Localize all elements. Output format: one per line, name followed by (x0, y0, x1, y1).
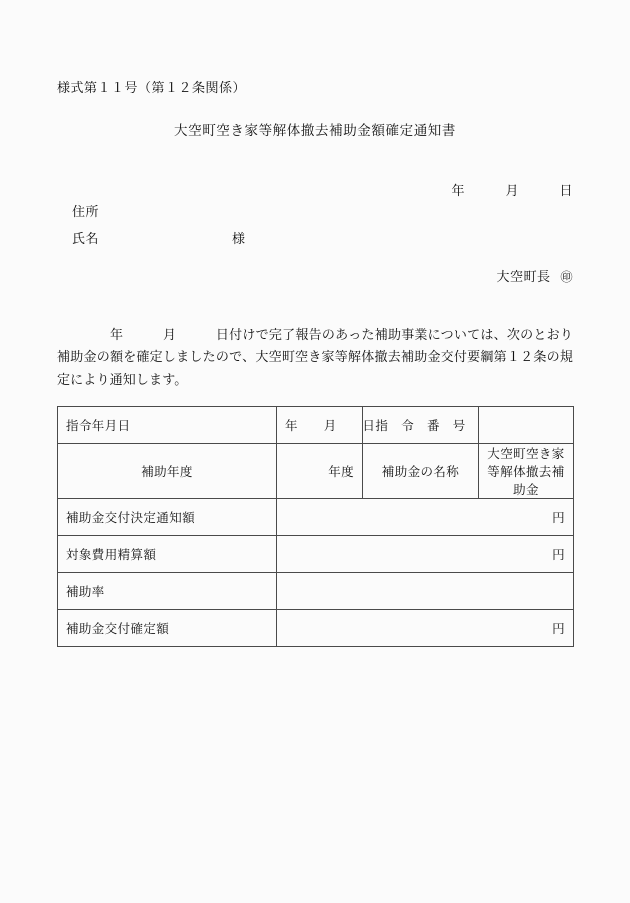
addressee-address-label: 住所 (72, 204, 100, 219)
cell-order-date-label: 指令年月日 (58, 407, 277, 444)
cell-final-amount-label: 補助金交付確定額 (58, 610, 277, 647)
form-number: 様式第１１号（第１２条関係） (57, 80, 247, 95)
body-paragraph: 年 月 日付けで完了報告のあった補助事業については、次のとおり補助金の額を確定しましたので、大空町空き家等解体撤去補助金交付要綱第１２条の規定により通知します。 (57, 327, 573, 387)
cell-order-number-value[interactable] (479, 407, 574, 444)
table-row (58, 536, 574, 573)
cell-fiscal-year-value[interactable]: 年度 (277, 444, 363, 499)
table-row (58, 444, 574, 499)
table-row (58, 407, 574, 444)
cell-subsidy-rate-label: 補助率 (58, 573, 277, 610)
table-row (58, 499, 574, 536)
issuer-block (496, 266, 573, 285)
seal-icon: ㊞ (560, 270, 573, 284)
addressee-honorific: 様 (232, 231, 246, 246)
cell-decided-amount-label: 補助金交付決定通知額 (58, 499, 277, 536)
subsidy-determination-table (57, 406, 574, 647)
page-title: 大空町空き家等解体撤去補助金額確定通知書 (174, 123, 456, 138)
issue-date-line: 年 月 日 (451, 183, 573, 198)
cell-fiscal-year-label: 補助年度 (58, 444, 277, 499)
addressee-name-label: 氏名 (72, 231, 100, 246)
cell-subsidy-name-value: 大空町空き家等解体撤去補助金 (479, 444, 574, 499)
cell-subsidy-name-label: 補助金の名称 (363, 444, 479, 499)
issuer-name: 大空町長 (496, 269, 551, 284)
cell-decided-amount-value[interactable]: 円 (277, 499, 574, 536)
cell-order-date-value[interactable]: 年 月 日 (277, 407, 363, 444)
cell-eligible-cost-value[interactable]: 円 (277, 536, 574, 573)
table-row (58, 610, 574, 647)
cell-final-amount-value[interactable]: 円 (277, 610, 574, 647)
cell-order-number-label: 指 令 番 号 (363, 407, 479, 444)
cell-subsidy-rate-value[interactable] (277, 573, 574, 610)
cell-eligible-cost-label: 対象費用精算額 (58, 536, 277, 573)
table-row (58, 573, 574, 610)
